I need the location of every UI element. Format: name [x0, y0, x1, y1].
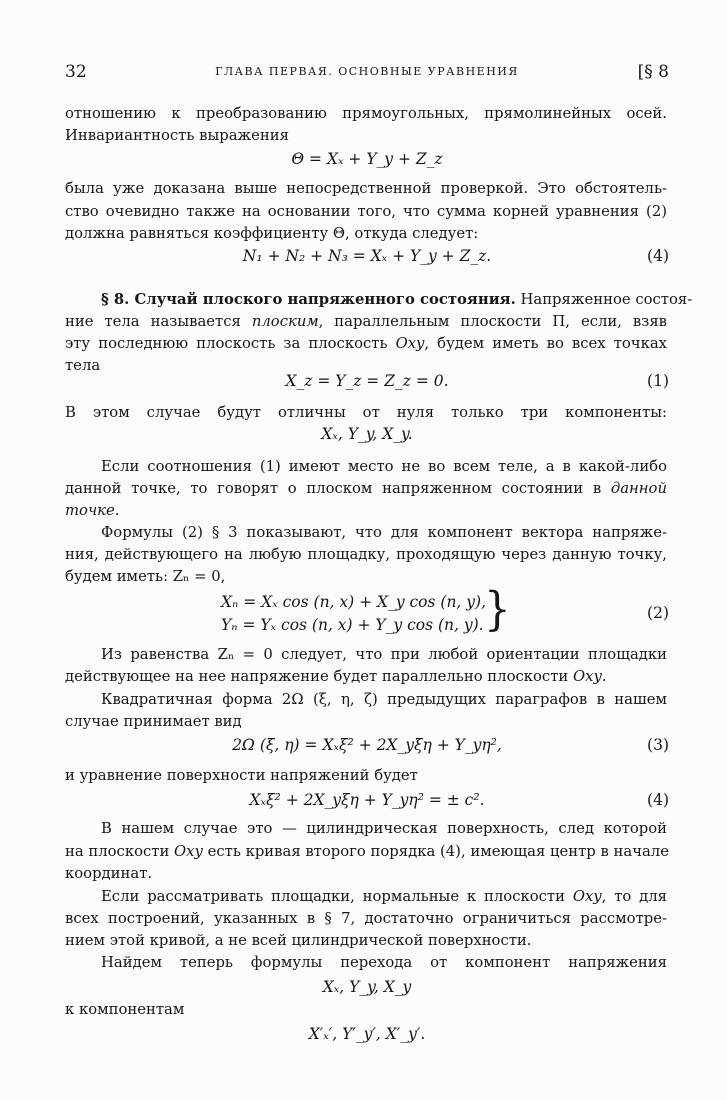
emphasis: данной	[610, 480, 667, 497]
emphasis: Oxy	[572, 888, 602, 905]
emphasis: Oxy	[395, 335, 425, 352]
text-span: есть кривая второго порядка (4), имеющая центр в начале	[202, 843, 669, 860]
text-line	[65, 479, 667, 499]
text-line	[65, 312, 667, 332]
equation-number: (1)	[647, 372, 669, 390]
text-span: на плоскости	[65, 843, 175, 860]
text-line: ство очевидно также на основании того, что сумма корней уравнения (2)	[65, 203, 667, 220]
text-line	[65, 501, 667, 521]
emphasis: точке	[65, 502, 115, 519]
text-line: случае принимает вид	[65, 713, 242, 730]
text-line: Если соотношения (1) имеют место не во всем теле, а в какой-либо	[101, 458, 667, 475]
text-line	[101, 887, 667, 907]
text-span: .	[601, 668, 607, 685]
text-line: тела	[65, 357, 101, 374]
right-brace: }	[484, 581, 511, 636]
equation-number: (4)	[647, 247, 669, 265]
text-line: ния, действующего на любую площадку, проходящую через данную точку,	[65, 546, 667, 563]
text-span: действующее на нее напряжение будет параллельно плоскости	[65, 668, 573, 685]
text-line: должна равняться коэффициенту Θ, откуда следует:	[65, 225, 479, 242]
equation-number: (3)	[647, 736, 669, 754]
equation-2a: Xₙ = Xₓ cos (n, x) + X_y cos (n, y),	[221, 593, 487, 611]
text-line: отношению к преобразованию прямоугольных, прямолинейных осей.	[65, 105, 667, 122]
text-line: Из равенства Zₙ = 0 следует, что при любой ориентации площадки	[101, 646, 667, 663]
text-line	[65, 667, 667, 687]
text-span: , параллельным плоскости П, если, взяв	[318, 313, 667, 330]
text-span: , то для	[601, 888, 667, 905]
text-line: координат.	[65, 865, 153, 882]
page-number: 32	[65, 62, 87, 82]
text-span: Напряженное состоя-	[520, 291, 693, 308]
emphasis: Oxy	[174, 843, 203, 860]
text-line: будем иметь: Zₙ = 0,	[65, 568, 226, 585]
emphasis: плоским	[251, 313, 319, 330]
text-line	[65, 334, 667, 354]
text-span: Если рассматривать площадки, нормальные к плоскости	[101, 888, 573, 905]
text-line: к компонентам	[65, 1001, 185, 1018]
text-line: всех построений, указанных в § 7, достаточно ограничиться рассмотре-	[65, 910, 667, 927]
text-span: , будем иметь во всех точках	[424, 335, 667, 352]
text-line: нием этой кривой, а не всей цилиндрической поверхности.	[65, 932, 532, 949]
text-line: была уже доказана выше непосредственной проверкой. Это обстоятель-	[65, 180, 667, 197]
running-title: ГЛАВА ПЕРВАЯ. ОСНОВНЫЕ УРАВНЕНИЯ	[215, 65, 519, 78]
text-span: ние тела называется	[65, 313, 252, 330]
equation-components: Xₓ, Y_y, X_y.	[321, 425, 413, 443]
text-span: данной точке, то говорят о плоском напряженном состоянии в	[65, 480, 611, 497]
equation-from-components: Xₓ, Y_y, X_y	[322, 978, 412, 996]
text-line	[65, 842, 667, 862]
section-reference: [§ 8	[637, 62, 669, 82]
text-line: Формулы (2) § 3 показывают, что для компонент вектора напряже-	[101, 524, 667, 541]
equation-4b: Xₓξ² + 2X_yξη + Y_yη² = ± c².	[249, 791, 485, 809]
text-line: Инвариантность выражения	[65, 127, 289, 144]
text-line: Квадратичная форма 2Ω (ξ, η, ζ) предыдущих параграфов в нашем	[101, 691, 667, 708]
section-title: § 8. Случай плоского напряженного состояния.	[101, 291, 516, 308]
text-line: Найдем теперь формулы перехода от компонент напряжения	[101, 954, 667, 971]
equation-3: 2Ω (ξ, η) = Xₓξ² + 2X_yξη + Y_yη²,	[232, 736, 502, 754]
equation-theta: Θ = Xₓ + Y_y + Z_z	[291, 150, 443, 168]
equation-1: X_z = Y_z = Z_z = 0.	[285, 372, 449, 390]
text-span: эту последнюю плоскость за плоскость	[65, 335, 396, 352]
text-line: и уравнение поверхности напряжений будет	[65, 767, 418, 784]
text-span: .	[114, 502, 120, 519]
equation-2b: Yₙ = Yₓ cos (n, x) + Y_y cos (n, y).	[221, 616, 484, 634]
equation-to-components: X′ₓ′, Y′_y′, X′_y′.	[308, 1025, 426, 1043]
section-8-heading-line	[101, 290, 693, 310]
text-line: В нашем случае это — цилиндрическая поверхность, след которой	[101, 820, 667, 837]
page-header	[65, 62, 669, 84]
equation-number: (4)	[647, 791, 669, 809]
equation-4a: N₁ + N₂ + N₃ = Xₓ + Y_y + Z_z.	[242, 247, 492, 265]
emphasis: Oxy	[572, 668, 602, 685]
text-line: В этом случае будут отличны от нуля только три компоненты:	[65, 404, 667, 421]
equation-number: (2)	[647, 604, 669, 622]
